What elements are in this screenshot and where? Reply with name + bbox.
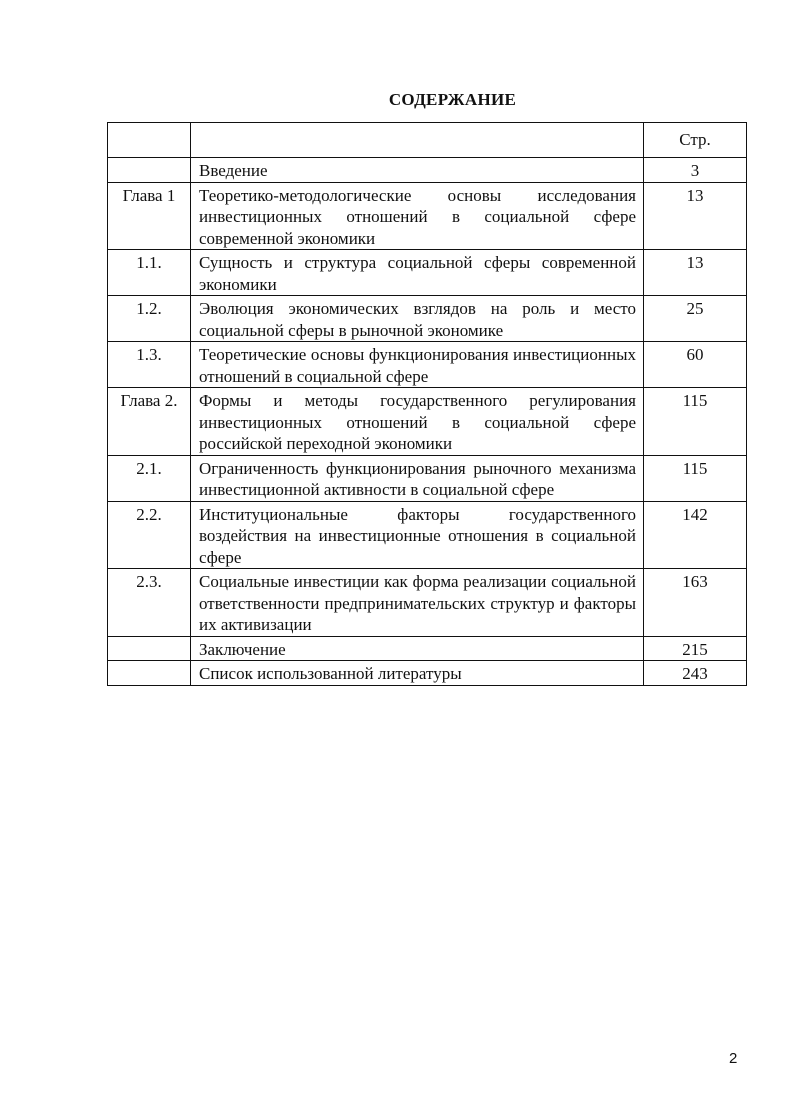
toc-header-num [108,123,191,158]
toc-row-title: Список использованной литературы [191,661,644,686]
toc-row-num: 1.1. [108,250,191,296]
toc-header-title [191,123,644,158]
toc-row-title: Заключение [191,636,644,661]
toc-row-page: 243 [644,661,747,686]
toc-header-page-label: Стр. [644,123,747,158]
toc-row-page: 163 [644,569,747,637]
toc-row-num: Глава 1 [108,182,191,250]
toc-row-page: 215 [644,636,747,661]
toc-row-title: Социальные инвестиции как форма реализации социальной ответственности предпринимательских структур и факторы их активизации [191,569,644,637]
toc-row-page: 13 [644,250,747,296]
toc-row [108,342,747,388]
toc-row-title: Формы и методы государственного регулирования инвестиционных отношений в социальной сфере российской переходной экономики [191,388,644,456]
toc-row [108,661,747,686]
toc-row [108,636,747,661]
toc-row-num: 2.1. [108,455,191,501]
toc-row-title: Теоретические основы функционирования инвестиционных отношений в социальной сфере [191,342,644,388]
toc-row-page: 13 [644,182,747,250]
toc-row-num: 2.3. [108,569,191,637]
toc-row-num: 2.2. [108,501,191,569]
toc-row [108,158,747,183]
toc-row [108,501,747,569]
toc-row-title: Ограниченность функционирования рыночного механизма инвестиционной активности в социальной сфере [191,455,644,501]
toc-row [108,250,747,296]
toc-row-title: Сущность и структура социальной сферы современной экономики [191,250,644,296]
toc-row-page: 115 [644,455,747,501]
toc-row-title: Теоретико-методологические основы исследования инвестиционных отношений в социальной сфере современной экономики [191,182,644,250]
toc-row-page: 60 [644,342,747,388]
page-number: 2 [729,1050,738,1067]
toc-row-num: Глава 2. [108,388,191,456]
toc-row-page: 115 [644,388,747,456]
toc-row-num [108,158,191,183]
toc-row-title: Введение [191,158,644,183]
toc-row-num [108,661,191,686]
toc-row-num [108,636,191,661]
toc-row-page: 142 [644,501,747,569]
table-of-contents [107,122,747,686]
toc-row-page: 3 [644,158,747,183]
toc-row [108,455,747,501]
toc-row-page: 25 [644,296,747,342]
toc-header-row [108,123,747,158]
toc-row-num: 1.2. [108,296,191,342]
toc-row-title: Эволюция экономических взглядов на роль и место социальной сферы в рыночной экономике [191,296,644,342]
toc-row [108,388,747,456]
toc-row [108,182,747,250]
toc-row [108,296,747,342]
toc-row-title: Институциональные факторы государственного воздействия на инвестиционные отношения в социальной сфере [191,501,644,569]
toc-row-num: 1.3. [108,342,191,388]
document-title: СОДЕРЖАНИЕ [388,90,517,109]
toc-row [108,569,747,637]
